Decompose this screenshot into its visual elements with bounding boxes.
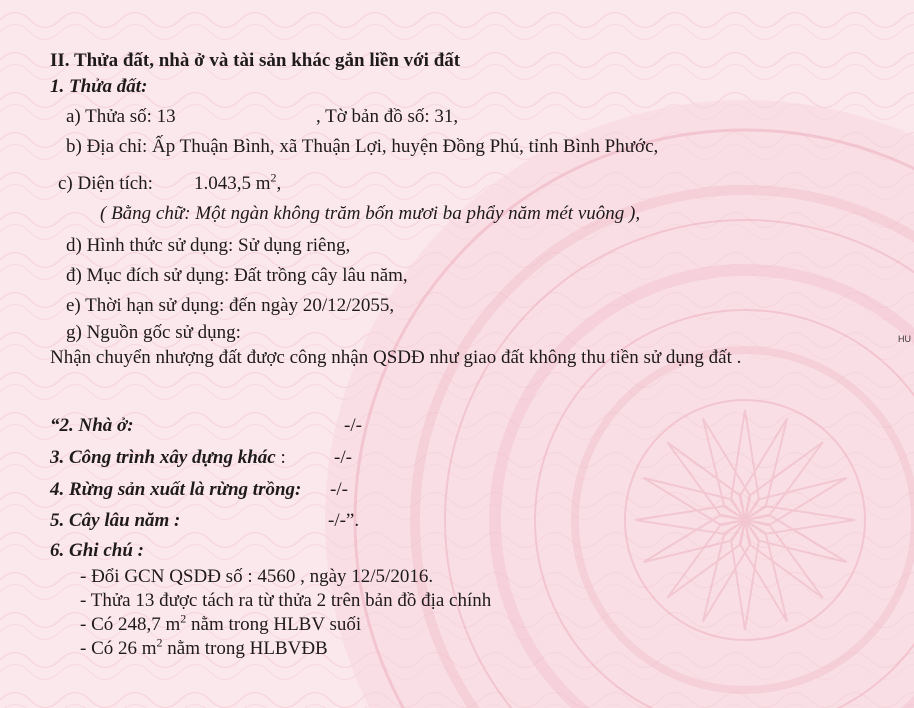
land-title: 1. Thửa đất: (50, 76, 148, 97)
perennial-label: 5. Cây lâu năm : (50, 510, 181, 531)
perennial-value: -/-”. (328, 510, 360, 531)
note-item: - Có 26 $m^2$ nằm trong HLBVĐB (80, 635, 328, 659)
section-heading: II. Thửa đất, nhà ở và tài sản khác gắn liền với đất (50, 50, 461, 71)
forest-label: 4. Rừng sản xuất là rừng trồng: (50, 479, 302, 500)
parcel-number: a) Thửa số: 13 (66, 106, 176, 127)
note-item: - Có 248,7 $m^2$ nằm trong HLBV suối (80, 611, 362, 635)
use-purpose: đ) Mục đích sử dụng: Đất trồng cây lâu năm, (66, 265, 408, 286)
origin-label: g) Nguồn gốc sử dụng: (66, 322, 241, 343)
forest-value: -/- (330, 479, 348, 500)
area-in-words: ( Bằng chữ: Một ngàn không trăm bốn mươi ba phẩy năm mét vuông ), (100, 203, 641, 224)
area-label: c) Diện tích: (58, 173, 153, 194)
note-item: - Đổi GCN QSDĐ số : 4560 , ngày 12/5/2016. (80, 566, 434, 587)
notes-title: 6. Ghi chú : (50, 540, 144, 561)
other-works-label: 3. Công trình xây dựng khác (50, 447, 276, 468)
house-value: -/- (344, 415, 362, 436)
use-form: d) Hình thức sử dụng: Sử dụng riêng, (66, 235, 351, 256)
other-works-row (50, 447, 286, 469)
other-works-value: -/- (334, 447, 352, 468)
land-address: b) Địa chỉ: Ấp Thuận Bình, xã Thuận Lợi, huyện Đồng Phú, tỉnh Bình Phước, (66, 136, 659, 157)
use-term: e) Thời hạn sử dụng: đến ngày 20/12/2055, (66, 295, 395, 316)
other-works-colon: : (280, 447, 286, 468)
house-label: “2. Nhà ở: (50, 415, 134, 436)
origin-text: Nhận chuyển nhượng đất được công nhận QSDĐ như giao đất không thu tiền sử dụng đất . (50, 347, 742, 368)
map-sheet-number: , Tờ bản đồ số: 31, (316, 106, 459, 127)
note-item: - Thửa 13 được tách ra từ thửa 2 trên bản đồ địa chính (80, 590, 492, 611)
area-value: 1.043,5 $m^2$, (194, 170, 282, 194)
edge-text: HU (898, 334, 911, 344)
